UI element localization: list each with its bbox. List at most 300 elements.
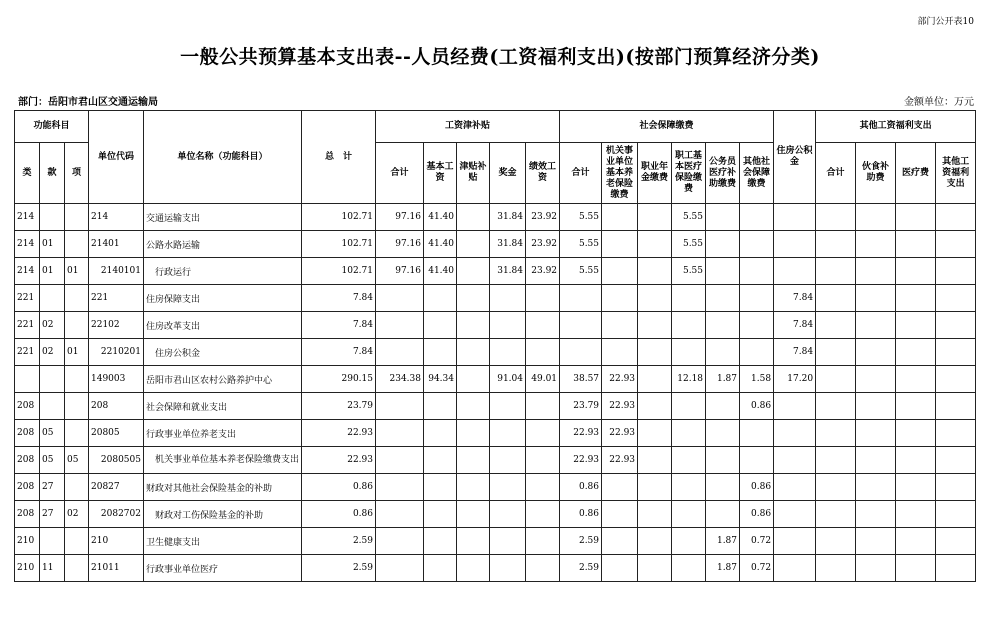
table-cell: 5.55 [560,258,602,285]
table-cell: 公路水路运输 [144,231,302,258]
table-cell [40,393,65,420]
table-row [15,393,976,420]
table-cell [672,447,706,474]
table-cell [816,366,856,393]
table-cell: 行政事业单位医疗 [144,555,302,582]
table-cell [490,339,526,366]
table-cell [457,393,490,420]
table-cell: 31.84 [490,258,526,285]
table-cell [740,285,774,312]
table-cell [376,474,424,501]
table-cell [672,312,706,339]
table-cell [526,312,560,339]
table-cell [774,555,816,582]
header-other-welfare: 其他工资福利支出 [936,143,976,204]
table-cell [774,447,816,474]
table-cell [376,528,424,555]
table-cell: 214 [89,204,144,231]
table-cell: 住房公积金 [144,339,302,366]
header-housing-fund: 住房公积金 [774,111,816,204]
table-cell [424,474,457,501]
table-cell: 23.79 [560,393,602,420]
table-cell: 7.84 [774,339,816,366]
table-cell [490,285,526,312]
table-cell [490,447,526,474]
table-number-label: 部门公开表10 [917,17,974,27]
table-cell: 02 [40,339,65,366]
table-cell: 22.93 [602,393,638,420]
table-cell [638,393,672,420]
table-cell [856,204,896,231]
table-cell: 7.84 [302,312,376,339]
table-cell [936,258,976,285]
header-other-social: 其他社会保障缴费 [740,143,774,204]
table-cell [936,501,976,528]
table-cell: 7.84 [774,285,816,312]
table-cell [672,420,706,447]
table-cell: 0.72 [740,555,774,582]
table-cell: 20805 [89,420,144,447]
table-cell [490,474,526,501]
table-cell [896,393,936,420]
header-total: 总 计 [302,111,376,204]
table-cell [490,420,526,447]
table-cell [376,393,424,420]
table-cell [490,501,526,528]
table-cell: 2.59 [560,555,602,582]
table-row [15,285,976,312]
table-row [15,312,976,339]
table-cell [457,231,490,258]
table-cell: 17.20 [774,366,816,393]
table-cell [602,312,638,339]
header-basic-wage: 基本工资 [424,143,457,204]
table-cell: 49.01 [526,366,560,393]
table-cell [424,501,457,528]
table-cell [424,285,457,312]
table-cell [706,474,740,501]
table-cell [774,393,816,420]
table-cell [638,501,672,528]
table-row [15,231,976,258]
table-cell: 91.04 [490,366,526,393]
header-meal-subsidy: 伙食补助费 [856,143,896,204]
table-cell [740,258,774,285]
table-cell: 0.86 [740,393,774,420]
table-cell: 02 [65,501,89,528]
header-civil-medical: 公务员医疗补助缴费 [706,143,740,204]
table-cell [638,312,672,339]
table-cell [65,231,89,258]
table-row [15,555,976,582]
table-cell [936,447,976,474]
table-cell [740,447,774,474]
table-cell [856,420,896,447]
table-cell: 97.16 [376,204,424,231]
table-cell [896,339,936,366]
table-cell: 财政对工伤保险基金的补助 [144,501,302,528]
header-annuity: 职业年金缴费 [638,143,672,204]
header-wage-group: 工资津补贴 [376,111,560,143]
table-cell: 23.79 [302,393,376,420]
table-cell [816,420,856,447]
table-cell: 210 [15,555,40,582]
header-other-sum: 合计 [816,143,856,204]
table-cell: 1.87 [706,555,740,582]
table-cell: 38.57 [560,366,602,393]
table-cell: 1.58 [740,366,774,393]
table-cell [65,312,89,339]
table-row [15,258,976,285]
table-cell: 5.55 [560,204,602,231]
table-cell: 01 [65,258,89,285]
table-cell [602,474,638,501]
table-cell: 23.92 [526,231,560,258]
table-cell: 102.71 [302,258,376,285]
table-cell [896,258,936,285]
table-cell [602,258,638,285]
table-cell [896,555,936,582]
table-cell: 20827 [89,474,144,501]
table-cell [638,204,672,231]
table-cell [706,339,740,366]
table-cell [816,285,856,312]
table-row [15,366,976,393]
table-row [15,204,976,231]
table-cell [936,474,976,501]
table-cell [602,204,638,231]
table-cell [376,312,424,339]
table-cell: 行政事业单位养老支出 [144,420,302,447]
table-cell [856,339,896,366]
table-cell [65,528,89,555]
table-cell [740,312,774,339]
table-row [15,447,976,474]
table-cell [672,339,706,366]
table-cell: 2.59 [302,555,376,582]
table-cell [774,474,816,501]
table-cell: 0.86 [560,474,602,501]
table-cell: 21011 [89,555,144,582]
table-cell [936,366,976,393]
table-cell [896,366,936,393]
table-cell [856,285,896,312]
table-cell [896,501,936,528]
table-cell [638,555,672,582]
table-cell: 行政运行 [144,258,302,285]
table-cell [602,501,638,528]
table-cell [816,258,856,285]
table-cell [376,555,424,582]
table-cell [376,339,424,366]
table-cell: 2080505 [89,447,144,474]
table-cell [706,447,740,474]
table-cell [638,474,672,501]
table-cell: 05 [65,447,89,474]
table-cell [706,285,740,312]
table-cell: 交通运输支出 [144,204,302,231]
table-cell [740,420,774,447]
table-cell [856,528,896,555]
table-cell: 7.84 [302,339,376,366]
table-cell [896,285,936,312]
table-cell [376,501,424,528]
table-cell: 22.93 [560,447,602,474]
table-cell [526,420,560,447]
table-cell [896,204,936,231]
table-cell: 01 [65,339,89,366]
table-cell: 0.86 [560,501,602,528]
table-cell: 22.93 [602,420,638,447]
table-cell [816,231,856,258]
table-cell: 5.55 [672,258,706,285]
table-cell: 住房保障支出 [144,285,302,312]
table-cell [526,528,560,555]
table-cell [740,204,774,231]
table-row [15,420,976,447]
table-cell [672,474,706,501]
table-cell: 290.15 [302,366,376,393]
table-cell [424,447,457,474]
table-cell [424,528,457,555]
table-row [15,474,976,501]
table-cell: 97.16 [376,231,424,258]
table-cell [896,474,936,501]
table-cell [457,204,490,231]
table-cell [560,339,602,366]
table-cell: 5.55 [672,204,706,231]
table-cell [457,285,490,312]
table-cell [457,528,490,555]
table-cell: 208 [15,420,40,447]
table-cell: 102.71 [302,204,376,231]
table-cell: 221 [15,285,40,312]
table-cell: 5.55 [560,231,602,258]
table-cell [526,474,560,501]
table-cell [816,447,856,474]
table-cell: 0.86 [740,474,774,501]
table-cell: 0.72 [740,528,774,555]
table-cell [15,366,40,393]
department-label: 部门：岳阳市君山区交通运输局 [18,97,158,108]
table-cell [424,420,457,447]
header-unit-code: 单位代码 [89,111,144,204]
header-pension: 机关事业单位基本养老保险缴费 [602,143,638,204]
table-cell: 02 [40,312,65,339]
table-cell [856,474,896,501]
table-cell [40,204,65,231]
table-cell [672,501,706,528]
table-cell [376,420,424,447]
header-medical-fee: 医疗费 [896,143,936,204]
table-cell: 23.92 [526,204,560,231]
table-cell: 22.93 [560,420,602,447]
table-cell: 214 [15,231,40,258]
table-cell [936,420,976,447]
table-cell: 01 [40,258,65,285]
table-cell: 94.34 [424,366,457,393]
table-cell: 221 [15,312,40,339]
table-cell [560,312,602,339]
table-cell [560,285,602,312]
table-cell [672,555,706,582]
table-cell [457,555,490,582]
header-medical: 职工基本医疗保险缴费 [672,143,706,204]
table-cell [706,393,740,420]
table-cell: 5.55 [672,231,706,258]
table-cell [774,420,816,447]
table-cell: 208 [15,447,40,474]
table-cell: 11 [40,555,65,582]
table-cell: 31.84 [490,231,526,258]
table-cell [40,366,65,393]
table-cell [856,231,896,258]
table-cell [602,555,638,582]
table-cell [490,312,526,339]
table-cell [602,285,638,312]
table-cell [706,258,740,285]
table-cell [457,312,490,339]
table-cell [424,339,457,366]
table-cell: 22102 [89,312,144,339]
table-cell [672,285,706,312]
table-cell [638,231,672,258]
table-cell [638,258,672,285]
table-row [15,501,976,528]
table-cell [706,204,740,231]
table-cell [65,393,89,420]
table-cell: 41.40 [424,258,457,285]
table-cell [936,393,976,420]
header-kuan: 款 [40,143,65,204]
table-cell [936,555,976,582]
table-cell: 22.93 [602,366,638,393]
table-cell [457,366,490,393]
table-cell [740,339,774,366]
table-cell [376,447,424,474]
table-cell: 7.84 [774,312,816,339]
table-cell [638,366,672,393]
table-cell [490,393,526,420]
table-cell: 27 [40,501,65,528]
table-cell [816,312,856,339]
table-cell [706,501,740,528]
table-cell: 7.84 [302,285,376,312]
table-cell: 05 [40,447,65,474]
table-cell [638,339,672,366]
table-cell [816,474,856,501]
table-cell: 208 [15,501,40,528]
table-cell: 2140101 [89,258,144,285]
table-cell [65,285,89,312]
table-cell [526,501,560,528]
table-cell: 208 [15,393,40,420]
table-cell [816,393,856,420]
table-cell: 210 [89,528,144,555]
table-cell: 财政对其他社会保险基金的补助 [144,474,302,501]
table-cell [774,258,816,285]
table-cell [816,555,856,582]
table-cell [856,501,896,528]
table-cell: 221 [15,339,40,366]
table-cell [65,555,89,582]
table-cell: 214 [15,258,40,285]
table-cell [65,366,89,393]
table-cell [896,312,936,339]
table-cell [936,339,976,366]
page-title: 一般公共预算基本支出表--人员经费(工资福利支出)(按部门预算经济分类) [180,46,820,68]
table-cell [856,447,896,474]
table-cell: 23.92 [526,258,560,285]
table-cell: 05 [40,420,65,447]
table-row [15,339,976,366]
table-cell: 2.59 [302,528,376,555]
table-cell [376,285,424,312]
table-cell: 0.86 [302,474,376,501]
table-cell [856,366,896,393]
table-cell [457,447,490,474]
table-cell: 97.16 [376,258,424,285]
table-cell [856,258,896,285]
table-cell: 27 [40,474,65,501]
table-cell [457,474,490,501]
table-cell [424,312,457,339]
table-cell [526,339,560,366]
table-cell: 208 [15,474,40,501]
table-cell [424,555,457,582]
table-cell [936,204,976,231]
header-xiang: 项 [65,143,89,204]
table-cell: 41.40 [424,231,457,258]
table-cell: 0.86 [302,501,376,528]
table-cell: 22.93 [602,447,638,474]
table-cell: 149003 [89,366,144,393]
table-cell [706,231,740,258]
table-cell: 1.87 [706,366,740,393]
header-bonus: 奖金 [490,143,526,204]
table-cell: 22.93 [302,447,376,474]
table-cell [672,393,706,420]
table-cell: 12.18 [672,366,706,393]
currency-unit-label: 金额单位：万元 [904,97,974,108]
table-cell: 2.59 [560,528,602,555]
table-cell: 机关事业单位基本养老保险缴费支出 [144,447,302,474]
table-cell: 卫生健康支出 [144,528,302,555]
table-cell: 31.84 [490,204,526,231]
table-cell [706,312,740,339]
table-cell [816,528,856,555]
table-cell [706,420,740,447]
table-cell: 22.93 [302,420,376,447]
table-cell [65,474,89,501]
table-cell [896,528,936,555]
table-cell: 2082702 [89,501,144,528]
table-cell [856,312,896,339]
table-cell [638,285,672,312]
table-cell [936,285,976,312]
table-cell: 214 [15,204,40,231]
table-cell: 社会保障和就业支出 [144,393,302,420]
header-unit-name: 单位名称（功能科目） [144,111,302,204]
table-cell [672,528,706,555]
table-cell [526,447,560,474]
table-cell [424,393,457,420]
table-cell [638,528,672,555]
table-cell [602,339,638,366]
table-cell [896,447,936,474]
table-cell: 208 [89,393,144,420]
table-cell [526,285,560,312]
